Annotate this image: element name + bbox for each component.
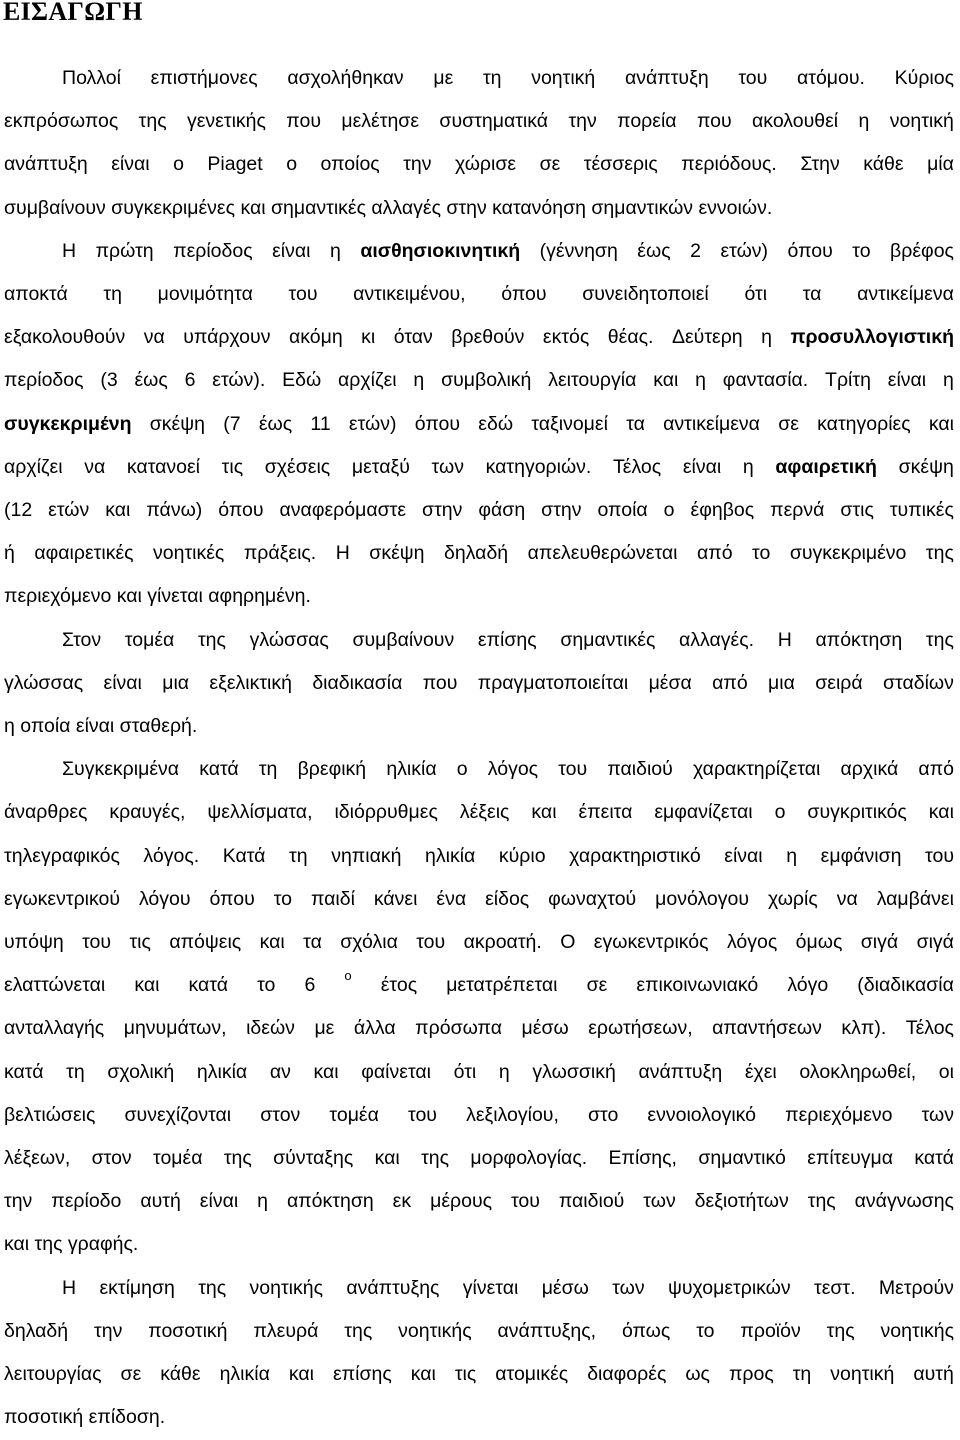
text-line: ανάπτυξη είναι ο Piaget ο οποίος την χώρισε σε τέσσερις περιόδους. Στην κάθε μία [4, 153, 954, 176]
text-line [4, 579, 954, 613]
text-line: αποκτά τη μονιμότητα του αντικειμένου, όπου συνειδητοποιεί ότι τα αντικείμενα [4, 283, 954, 305]
text-line: εκπρόσωπος της γενετικής που μελέτησε συστηματικά την πορεία που ακολουθεί η νοητική [4, 110, 954, 133]
text-line [4, 191, 954, 225]
text-line: λειτουργίας σε κάθε ηλικία και επίσης και τις ατομικές διαφορές ως προς τη νοητική αυτή [4, 1363, 954, 1385]
text-segment: περιεχόμενο και γίνεται αφηρημένη. [4, 585, 311, 608]
text-line: άναρθρες κραυγές, ψελλίσματα, ιδιόρρυθμες λέξεις και έπειτα εμφανίζεται ο συγκριτικός και [4, 801, 954, 824]
text-segment: ποσοτική επίδοση. [4, 1406, 166, 1429]
text-line: ελαττώνεται και κατά το 6 ο έτος μετατρέπεται σε επικοινωνιακό λόγο (διαδικασία [4, 968, 954, 1002]
text-line: λέξεων, στον τομέα της σύνταξης και της μορφολογίας. Επίσης, σημαντικό επίτευγμα κατά [4, 1147, 954, 1169]
text-line: αρχίζει να κατανοεί τις σχέσεις μεταξύ των κατηγοριών. Τέλος είναι η αφαιρετική σκέψη [4, 455, 954, 478]
text-line: ανταλλαγής μηνυμάτων, ιδεών με άλλα πρόσωπα μέσω ερωτήσεων, απαντήσεων κλπ). Τέλος [4, 1017, 954, 1040]
text-line: γλώσσας είναι μια εξελικτική διαδικασία που πραγματοποιείται μέσα από μια σειρά σταδίων [4, 671, 954, 694]
text-line [4, 709, 954, 743]
text-line: περίοδος (3 έως 6 ετών). Εδώ αρχίζει η συμβολική λειτουργία και η φαντασία. Τρίτη είναι η [4, 369, 954, 392]
text-segment: συμβαίνουν συγκεκριμένες και σημαντικές αλλαγές στην κατανόηση σημαντικών εννοιών. [4, 196, 773, 219]
text-line: υπόψη του τις απόψεις και τα σχόλια του ακροατή. Ο εγωκεντρικός λόγος όμως σιγά σιγά [4, 931, 954, 953]
text-line: εγωκεντρικού λόγου όπου το παιδί κάνει ένα είδος φωναχτού μονόλογου χωρίς να λαμβάνει [4, 887, 954, 910]
text-line: τηλεγραφικός λόγος. Κατά τη νηπιακή ηλικία κύριο χαρακτηριστικό είναι η εμφάνιση του [4, 844, 954, 867]
page-title: ΕΙΣΑΓΩΓΗ [3, 0, 143, 26]
text-line: (12 ετών και πάνω) όπου αναφερόμαστε στην φάση στην οποία ο έφηβος περνά στις τυπικές [4, 499, 954, 521]
text-line: κατά τη σχολική ηλικία αν και φαίνεται ότι η γλωσσική ανάπτυξη έχει ολοκληρωθεί, οι [4, 1060, 954, 1083]
text-line: Στον τομέα της γλώσσας συμβαίνουν επίσης σημαντικές αλλαγές. Η απόκτηση της [62, 628, 954, 651]
text-line: συγκεκριμένη σκέψη (7 έως 11 ετών) όπου εδώ ταξινομεί τα αντικείμενα σε κατηγορίες και [4, 412, 954, 435]
text-line: ή αφαιρετικές νοητικές πράξεις. Η σκέψη δηλαδή απελευθερώνεται από το συγκεκριμένο της [4, 542, 954, 565]
text-segment: η οποία είναι σταθερή. [4, 715, 198, 737]
text-line: εξακολουθούν να υπάρχουν ακόμη κι όταν βρεθούν εκτός θέας. Δεύτερη η προσυλλογιστική [4, 326, 954, 349]
text-line [4, 1227, 954, 1261]
text-line [4, 1400, 954, 1434]
text-line: Συγκεκριμένα κατά τη βρεφική ηλικία ο λόγος του παιδιού χαρακτηρίζεται αρχικά από [62, 758, 954, 781]
text-segment: και της γραφής. [4, 1233, 139, 1256]
text-line: την περίοδο αυτή είναι η απόκτηση εκ μέρους του παιδιού των δεξιοτήτων της ανάγνωσης [4, 1190, 954, 1213]
text-line: βελτιώσεις συνεχίζονται στον τομέα του λεξιλογίου, στο εννοιολογικό περιεχόμενο των [4, 1103, 954, 1126]
text-line: Πολλοί επιστήμονες ασχολήθηκαν με τη νοητική ανάπτυξη του ατόμου. Κύριος [62, 67, 954, 89]
text-line: Η πρώτη περίοδος είναι η αισθησιοκινητική (γέννηση έως 2 ετών) όπου το βρέφος [62, 239, 954, 262]
text-line: δηλαδή την ποσοτική πλευρά της νοητικής ανάπτυξης, όπως το προϊόν της νοητικής [4, 1319, 954, 1342]
text-line: Η εκτίμηση της νοητικής ανάπτυξης γίνεται μέσω των ψυχομετρικών τεστ. Μετρούν [62, 1276, 954, 1299]
superscript-ordinal: ο [344, 968, 352, 984]
